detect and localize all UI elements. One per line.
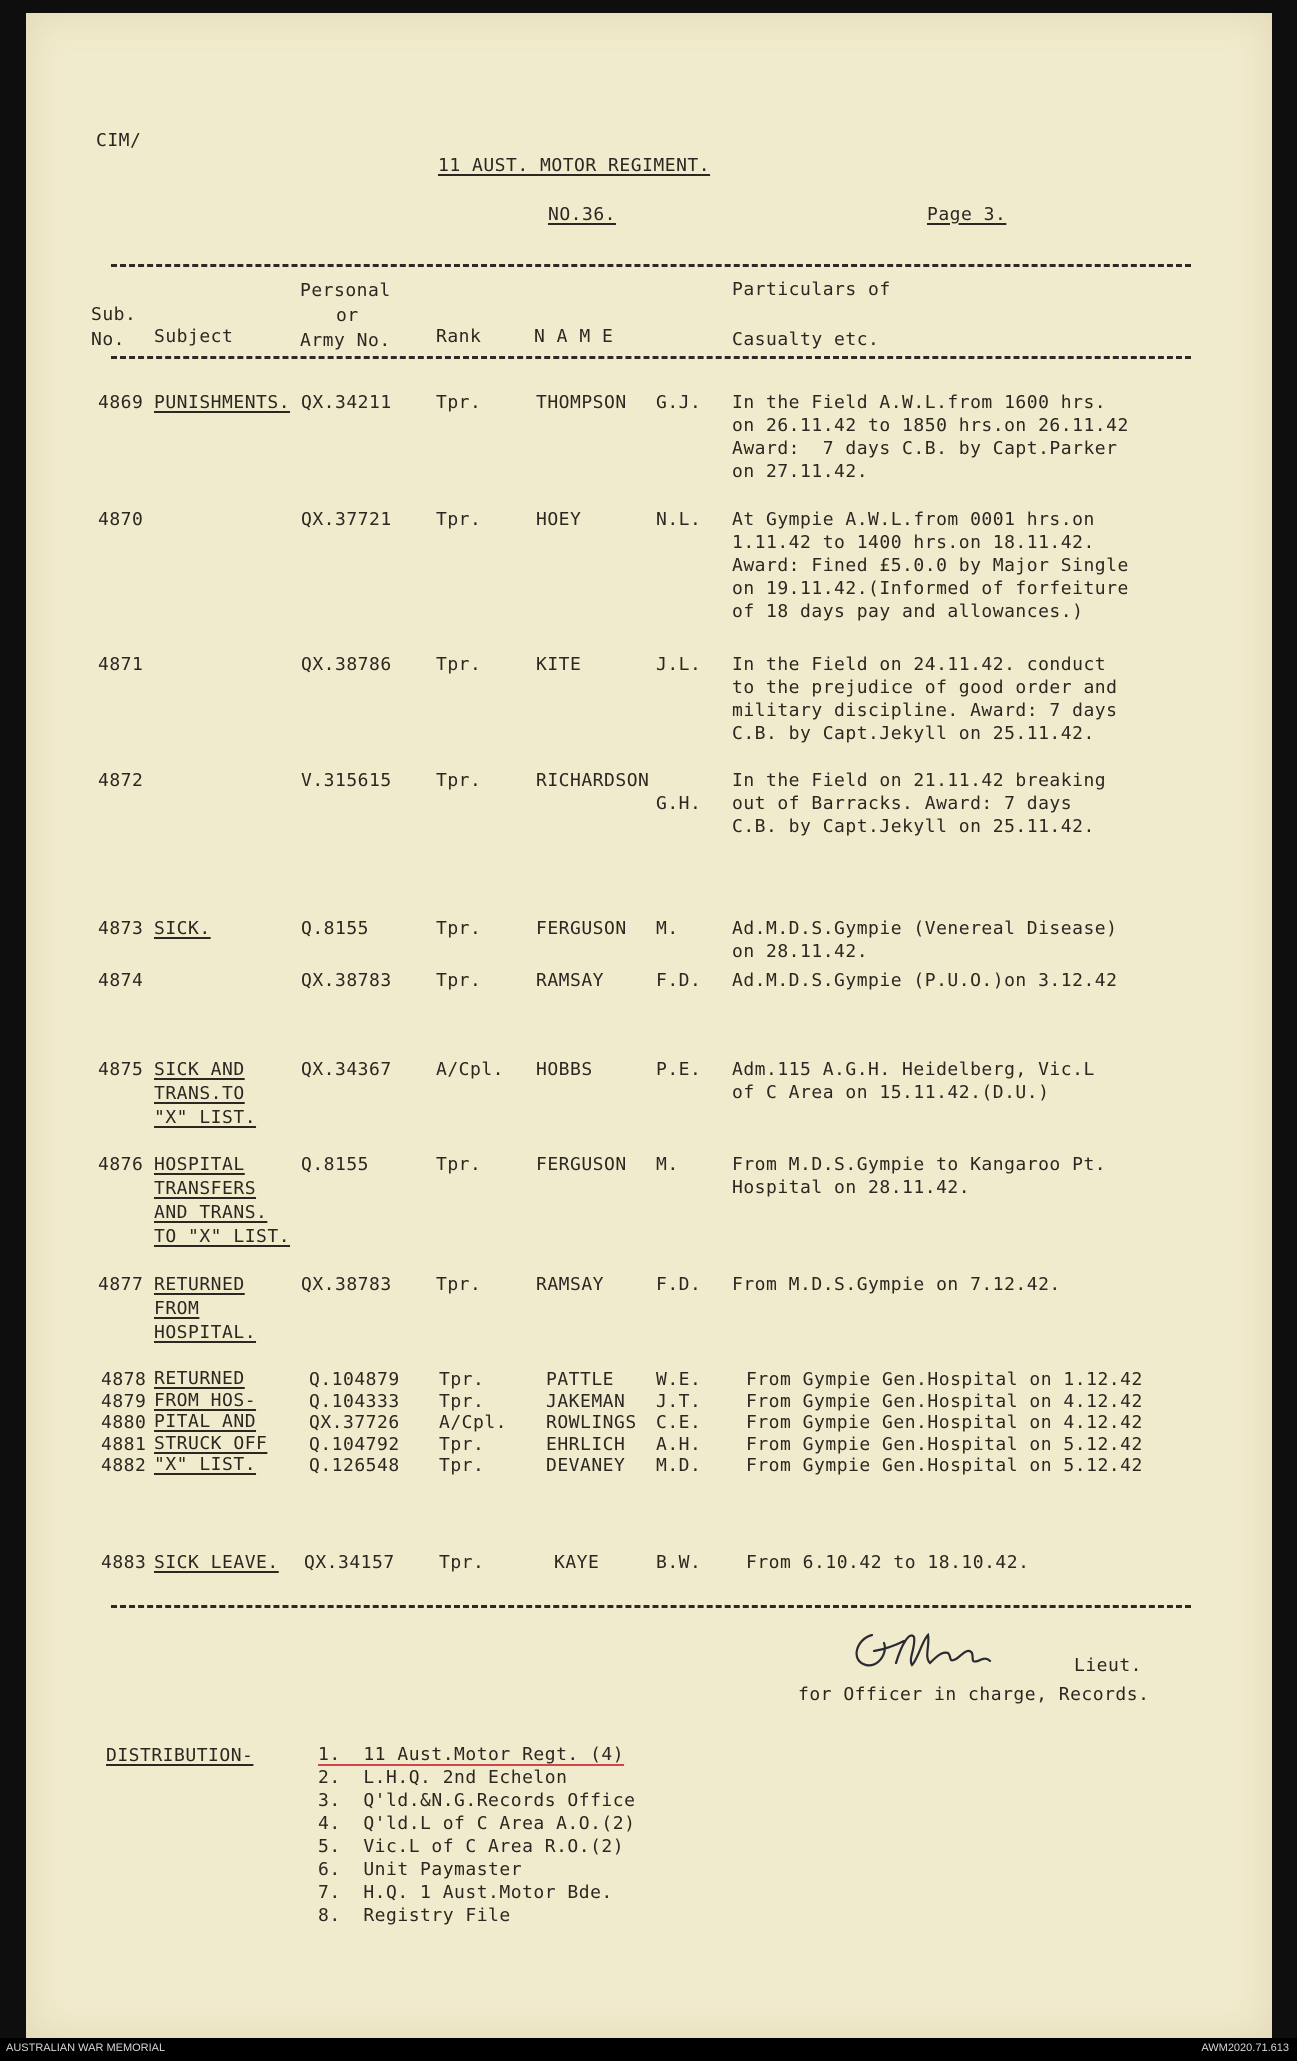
entry-particulars-line: From 6.10.42 to 18.10.42. xyxy=(746,1552,1030,1573)
distribution-item: 5. Vic.L of C Area R.O.(2) xyxy=(318,1836,625,1857)
group-entry-rank: Tpr. xyxy=(439,1390,485,1412)
column-particulars: Particulars of Casualty etc. xyxy=(732,279,891,350)
page-number: Page 3. xyxy=(927,204,1007,225)
entry-army-number: QX.34367 xyxy=(301,1059,392,1080)
entry-surname: THOMPSON xyxy=(536,392,627,413)
entry-army-number: QX.37721 xyxy=(301,509,392,530)
group-entry-number: 4881 xyxy=(101,1433,147,1455)
entry-particulars-line: Adm.115 A.G.H. Heidelberg, Vic.L xyxy=(732,1059,1095,1080)
entry-particulars-line: out of Barracks. Award: 7 days xyxy=(732,793,1073,814)
entry-army-number: QX.38786 xyxy=(301,654,392,675)
entry-army-number: Q.8155 xyxy=(301,918,370,939)
entry-particulars-line: From M.D.S.Gympie to Kangaroo Pt. xyxy=(732,1154,1107,1175)
entry-number: 4876 xyxy=(98,1154,144,1175)
entry-particulars-line: of 18 days pay and allowances.) xyxy=(732,601,1084,622)
signature-rank: Lieut. xyxy=(1074,1655,1143,1676)
footer-left: AUSTRALIAN WAR MEMORIAL xyxy=(6,2042,166,2054)
entry-particulars-line: Award: Fined £5.0.0 by Major Single xyxy=(732,555,1129,576)
group-entry-number: 4882 xyxy=(101,1455,147,1476)
distribution-item: 6. Unit Paymaster xyxy=(318,1859,523,1880)
entry-initials: B.W. xyxy=(656,1552,702,1573)
entry-surname: HOBBS xyxy=(536,1059,593,1080)
group-entry-particulars-line: From Gympie Gen.Hospital on 4.12.42 xyxy=(746,1390,1143,1412)
group-entry-rank: Tpr. xyxy=(439,1433,485,1455)
entry-number: 4873 xyxy=(98,918,144,939)
entry-army-number: Q.8155 xyxy=(301,1154,370,1175)
entry-number: 4871 xyxy=(98,654,144,675)
column-army-no: Personal or Army No. xyxy=(300,280,391,351)
group-entry-number: 4878 xyxy=(101,1369,147,1390)
entry-army-number: QX.38783 xyxy=(301,1274,392,1295)
entry-number: 4883 xyxy=(101,1552,147,1573)
entry-initials: F.D. xyxy=(656,1274,702,1295)
group-entry-rank: A/Cpl. xyxy=(439,1412,508,1433)
entry-particulars-line: From M.D.S.Gympie on 7.12.42. xyxy=(732,1274,1061,1295)
entry-number: 4874 xyxy=(98,970,144,991)
entry-army-number: QX.34157 xyxy=(304,1552,395,1573)
footer-bar xyxy=(0,2038,1297,2061)
entry-subject: PUNISHMENTS. xyxy=(154,392,291,413)
group-entry-rank: Tpr. xyxy=(439,1455,485,1476)
group-entry-initials: M.D. xyxy=(656,1455,702,1476)
entry-rank: Tpr. xyxy=(436,970,482,991)
entry-particulars-line: of C Area on 15.11.42.(D.U.) xyxy=(732,1082,1050,1103)
group-entry-surname: DEVANEY xyxy=(546,1455,626,1476)
group-entry-army-number: Q.104879 xyxy=(309,1369,400,1390)
entry-army-number: V.315615 xyxy=(301,770,392,791)
group-entry-number: 4879 xyxy=(101,1390,147,1412)
entry-rank: A/Cpl. xyxy=(436,1059,505,1080)
entry-number: 4872 xyxy=(98,770,144,791)
group-entry-army-number: Q.126548 xyxy=(309,1455,400,1476)
group-entry-surname: EHRLICH xyxy=(546,1433,626,1455)
distribution-label: DISTRIBUTION- xyxy=(106,1745,254,1766)
group-entry-army-number: Q.104792 xyxy=(309,1433,400,1455)
entry-initials: G.J. xyxy=(656,392,702,413)
entry-particulars-line: to the prejudice of good order and xyxy=(732,677,1118,698)
regiment-title: 11 AUST. MOTOR REGIMENT. xyxy=(438,155,711,176)
entry-rank: Tpr. xyxy=(436,392,482,413)
entry-particulars-line: In the Field A.W.L.from 1600 hrs. xyxy=(732,392,1107,413)
separator-line xyxy=(111,356,1191,359)
entry-rank: Tpr. xyxy=(436,918,482,939)
entry-particulars-line: on 26.11.42 to 1850 hrs.on 26.11.42 xyxy=(732,415,1129,436)
entry-particulars-line: on 28.11.42. xyxy=(732,941,869,962)
entry-surname: FERGUSON xyxy=(536,918,627,939)
group-entry-initials: C.E. xyxy=(656,1412,702,1433)
distribution-item: 1. 11 Aust.Motor Regt. (4) xyxy=(318,1744,625,1765)
entry-surname: HOEY xyxy=(536,509,582,530)
column-subject: Subject xyxy=(154,326,234,347)
entry-particulars-line: In the Field on 21.11.42 breaking xyxy=(732,770,1107,791)
entry-initials: N.L. xyxy=(656,509,702,530)
entry-surname: KAYE xyxy=(554,1552,600,1573)
entry-particulars-line: on 27.11.42. xyxy=(732,461,869,482)
entry-number: 4875 xyxy=(98,1059,144,1080)
entry-surname: RAMSAY xyxy=(536,970,605,991)
entry-subject: SICK AND TRANS.TO "X" LIST. xyxy=(154,1059,257,1128)
entry-subject: HOSPITAL TRANSFERS AND TRANS. TO "X" LIST. xyxy=(154,1154,291,1247)
entry-subject: SICK. xyxy=(154,918,211,939)
distribution-item: 2. L.H.Q. 2nd Echelon xyxy=(318,1767,568,1788)
entry-number: 4869 xyxy=(98,392,144,413)
entry-initials: F.D. xyxy=(656,970,702,991)
signature-role: for Officer in charge, Records. xyxy=(798,1684,1150,1705)
separator-line xyxy=(111,264,1191,267)
distribution-item: 3. Q'ld.&N.G.Records Office xyxy=(318,1790,636,1811)
entry-subject: SICK LEAVE. xyxy=(154,1552,279,1573)
entry-particulars-line: C.B. by Capt.Jekyll on 25.11.42. xyxy=(732,723,1095,744)
entry-rank: Tpr. xyxy=(436,509,482,530)
entry-rank: Tpr. xyxy=(436,770,482,791)
group-entry-particulars-line: From Gympie Gen.Hospital on 5.12.42 xyxy=(746,1455,1143,1476)
distribution-item: 4. Q'ld.L of C Area A.O.(2) xyxy=(318,1813,636,1834)
entry-surname: KITE xyxy=(536,654,582,675)
group-entry-initials: A.H. xyxy=(656,1433,702,1455)
entry-particulars-line: At Gympie A.W.L.from 0001 hrs.on xyxy=(732,509,1095,530)
entry-surname: FERGUSON xyxy=(536,1154,627,1175)
entry-particulars-line: C.B. by Capt.Jekyll on 25.11.42. xyxy=(732,816,1095,837)
entry-particulars-line: Award: 7 days C.B. by Capt.Parker xyxy=(732,438,1118,459)
reference-code: CIM/ xyxy=(96,130,142,151)
entry-surname: RAMSAY xyxy=(536,1274,605,1295)
entry-particulars-line: 1.11.42 to 1400 hrs.on 18.11.42. xyxy=(732,532,1095,553)
entry-initials: G.H. xyxy=(656,793,702,814)
group-entry-surname: ROWLINGS xyxy=(546,1412,637,1433)
signature xyxy=(844,1613,1004,1683)
group-entry-initials: W.E. xyxy=(656,1369,702,1390)
footer-right: AWM2020.71.613 xyxy=(1201,2042,1289,2054)
entry-initials: M. xyxy=(656,918,679,939)
entry-army-number: QX.38783 xyxy=(301,970,392,991)
column-sub-no: Sub. No. xyxy=(91,304,137,350)
entry-rank: Tpr. xyxy=(436,1274,482,1295)
distribution-item: 7. H.Q. 1 Aust.Motor Bde. xyxy=(318,1882,613,1903)
group-entry-initials: J.T. xyxy=(656,1390,702,1412)
column-name: N A M E xyxy=(534,326,614,347)
entry-particulars-line: military discipline. Award: 7 days xyxy=(732,700,1118,721)
document-number: NO.36. xyxy=(548,204,617,225)
document-page xyxy=(26,13,1272,2038)
entry-particulars-line: on 19.11.42.(Informed of forfeiture xyxy=(732,578,1129,599)
entry-initials: P.E. xyxy=(656,1059,702,1080)
group-entry-rank: Tpr. xyxy=(439,1369,485,1390)
entry-number: 4877 xyxy=(98,1274,144,1295)
entry-initials: M. xyxy=(656,1154,679,1175)
entry-particulars-line: Ad.M.D.S.Gympie (P.U.O.)on 3.12.42 xyxy=(732,970,1118,991)
group-entry-surname: PATTLE xyxy=(546,1369,615,1390)
entry-initials: J.L. xyxy=(656,654,702,675)
group-entry-particulars-line: From Gympie Gen.Hospital on 5.12.42 xyxy=(746,1433,1143,1455)
column-rank: Rank xyxy=(436,326,482,347)
separator-line xyxy=(111,1605,1191,1608)
entry-surname: RICHARDSON xyxy=(536,770,650,791)
distribution-list xyxy=(318,1743,635,1927)
entry-rank: Tpr. xyxy=(439,1552,485,1573)
entry-subject: RETURNED FROM HOSPITAL. xyxy=(154,1274,257,1343)
entry-rank: Tpr. xyxy=(436,654,482,675)
entry-rank: Tpr. xyxy=(436,1154,482,1175)
group-entry-particulars-line: From Gympie Gen.Hospital on 1.12.42 xyxy=(746,1369,1143,1390)
entry-number: 4870 xyxy=(98,509,144,530)
distribution-item: 8. Registry File xyxy=(318,1905,511,1926)
entry-army-number: QX.34211 xyxy=(301,392,392,413)
group-entry-particulars-line: From Gympie Gen.Hospital on 4.12.42 xyxy=(746,1412,1143,1433)
entry-particulars-line: In the Field on 24.11.42. conduct xyxy=(732,654,1107,675)
group-entry-surname: JAKEMAN xyxy=(546,1390,626,1412)
entry-particulars-line: Ad.M.D.S.Gympie (Venereal Disease) xyxy=(732,918,1118,939)
group-entry-number: 4880 xyxy=(101,1412,147,1433)
entry-particulars-line: Hospital on 28.11.42. xyxy=(732,1177,971,1198)
group-entry-army-number: Q.104333 xyxy=(309,1390,400,1412)
group-subject: RETURNED FROM HOS- PITAL AND STRUCK OFF "X" LIST. xyxy=(154,1368,268,1475)
group-entry-army-number: QX.37726 xyxy=(309,1412,400,1433)
